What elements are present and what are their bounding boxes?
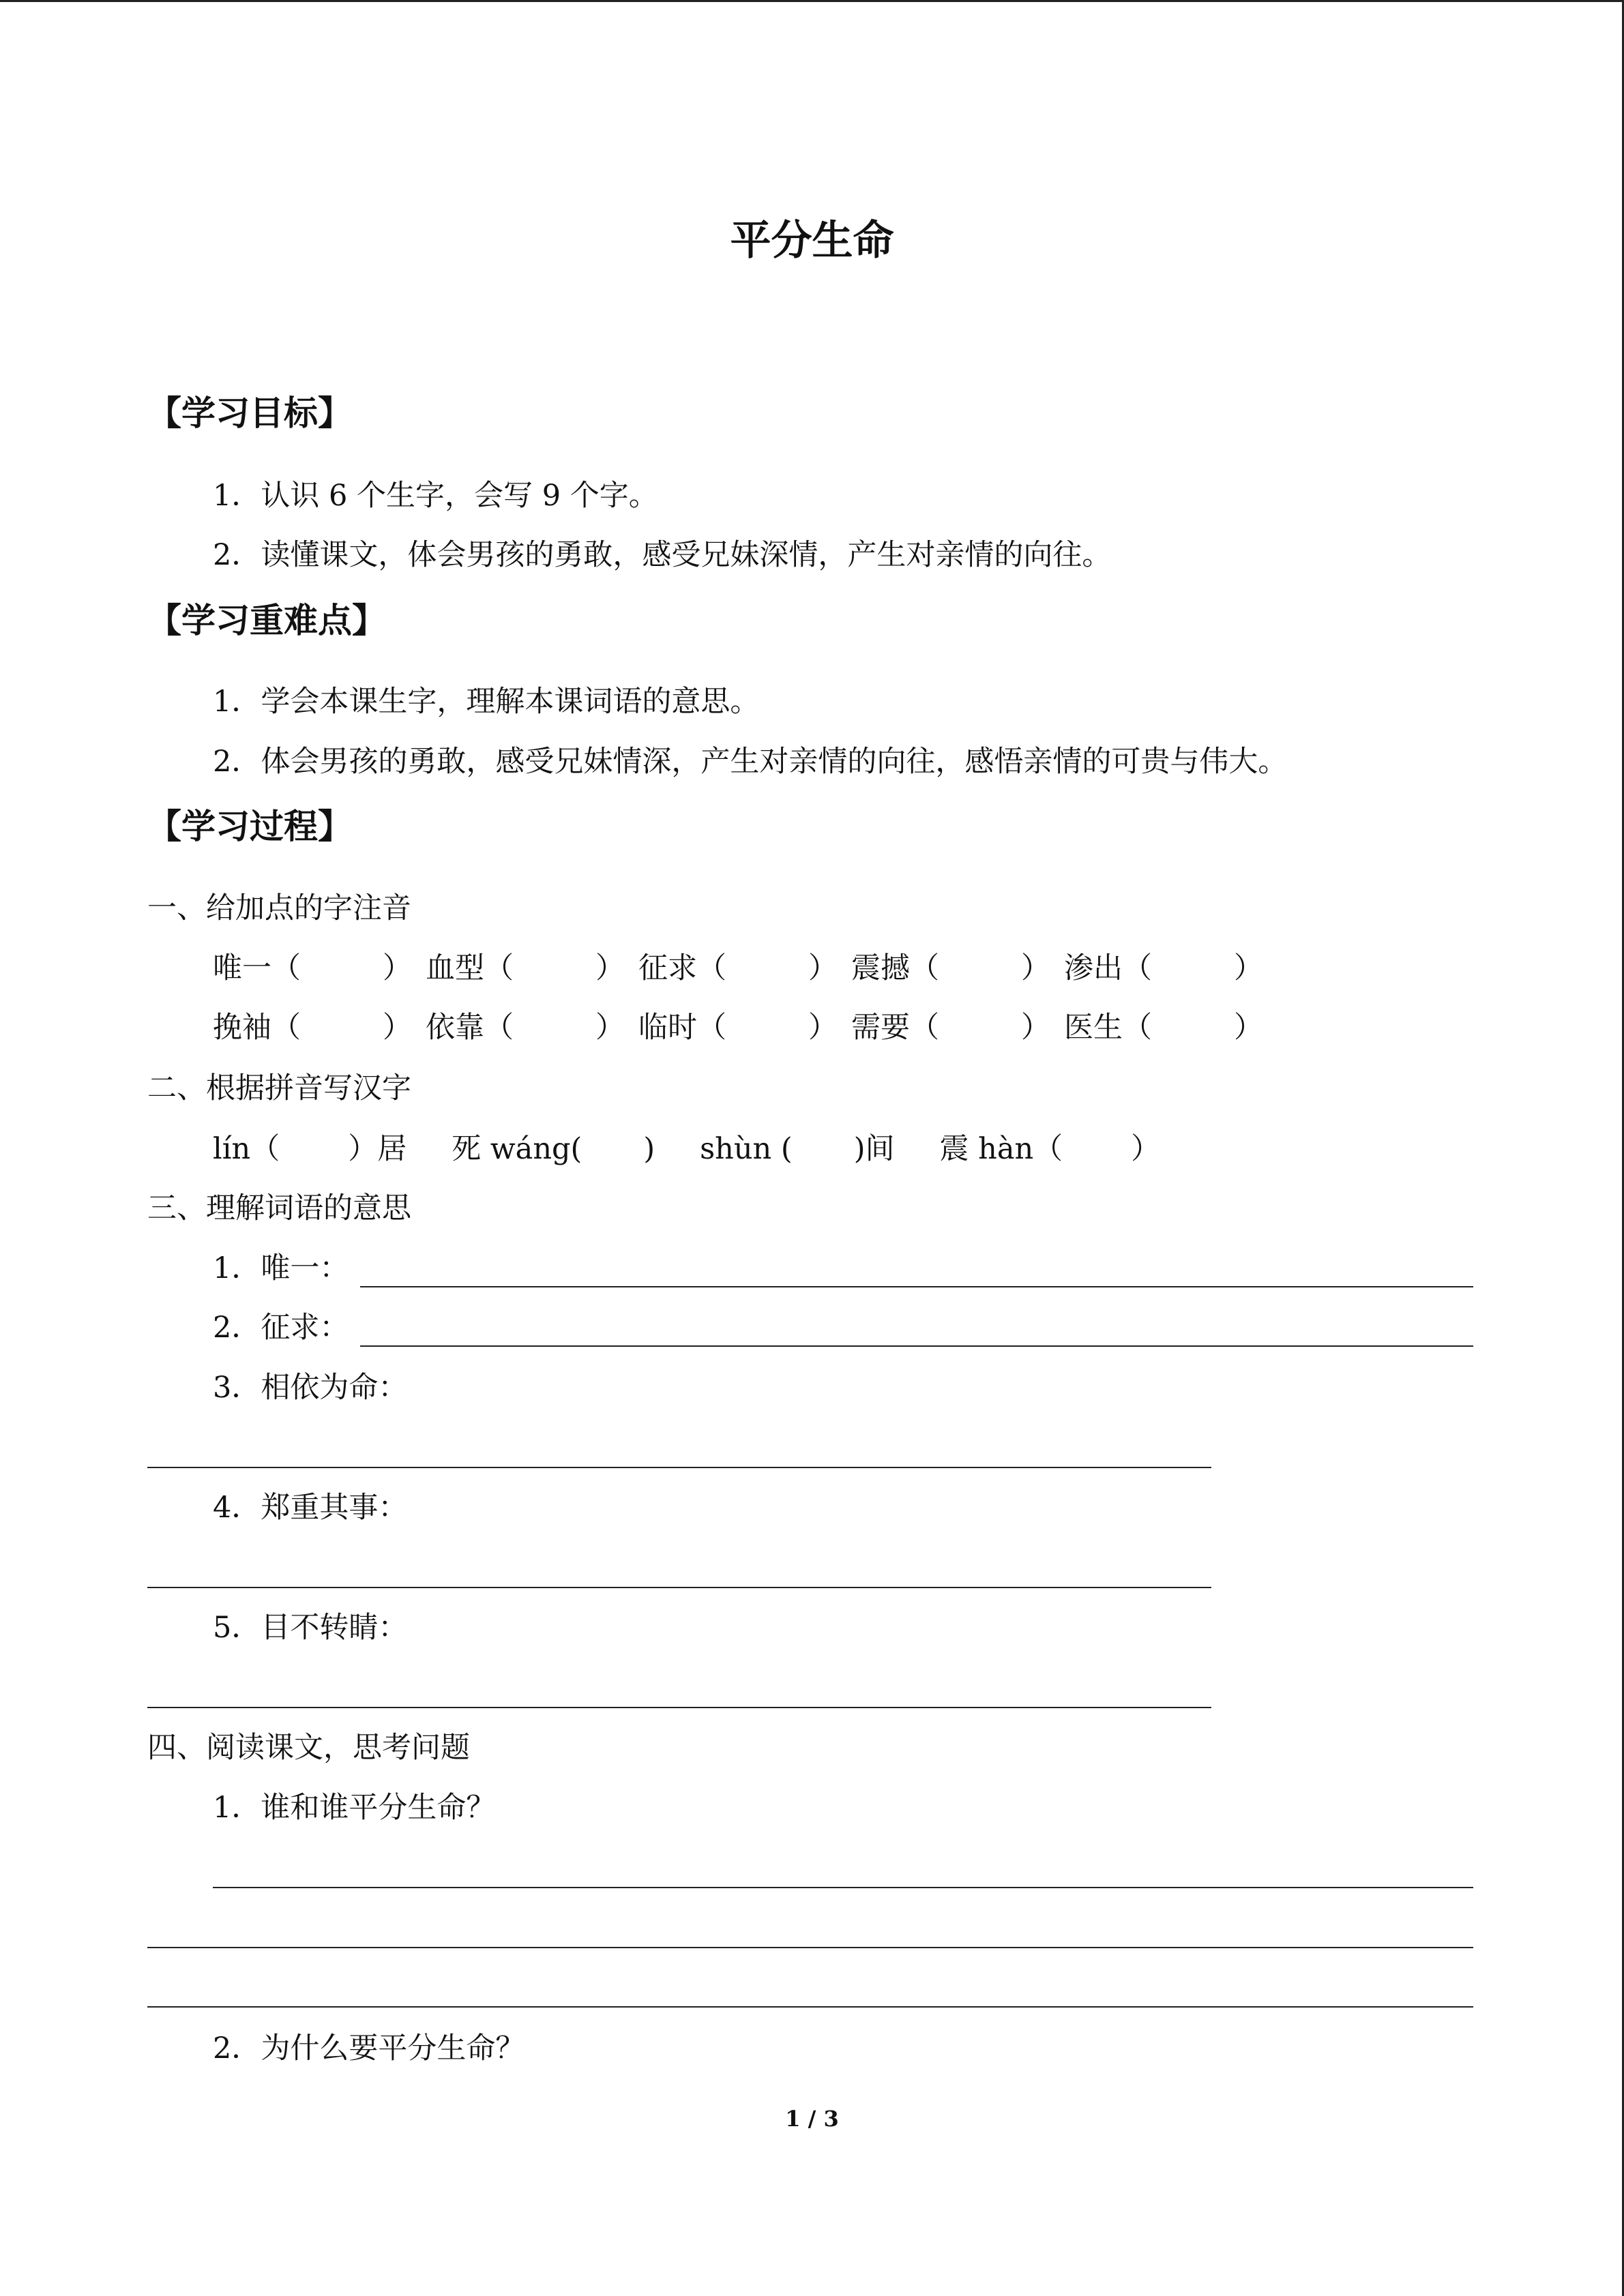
exercise2-row	[213, 1125, 1160, 1173]
word: 唯一	[213, 951, 271, 985]
exercise1-row-2	[213, 1004, 1277, 1052]
open-paren: （	[697, 1011, 726, 1045]
answer-line[interactable]	[147, 1587, 1211, 1588]
phonetic-item	[851, 944, 1064, 992]
exercise3-item-1: 1．唯一：	[213, 1251, 349, 1285]
pinyin-prefix: 死 wáng(	[452, 1132, 582, 1166]
word: 渗出	[1064, 951, 1123, 985]
answer-line[interactable]	[360, 1286, 1473, 1287]
answer-line[interactable]	[147, 1947, 1473, 1948]
close-paren: ）	[383, 1011, 412, 1045]
pinyin-suffix: ）居	[348, 1132, 407, 1166]
open-paren: （	[910, 1011, 939, 1045]
pinyin-item-wang	[452, 1132, 655, 1166]
page-indicator: 1 / 3	[785, 2106, 839, 2132]
word: 挽袖	[213, 1011, 271, 1045]
open-paren: （	[484, 1011, 514, 1045]
exercise4-title: 四、阅读课文，思考问题	[147, 1731, 470, 1765]
close-paren: ）	[1021, 1011, 1050, 1045]
answer-line[interactable]	[147, 1467, 1211, 1468]
answer-line[interactable]	[147, 2006, 1473, 2008]
open-paren: （	[271, 1011, 301, 1045]
key-point-item-2: 2．体会男孩的勇敢，感受兄妹情深，产生对亲情的向往，感悟亲情的可贵与伟大。	[213, 745, 1288, 779]
process-heading: 【学习过程】	[147, 807, 352, 846]
close-paren: ）	[808, 951, 838, 985]
exercise3-title: 三、理解词语的意思	[147, 1191, 411, 1225]
word: 震撼	[851, 951, 910, 985]
open-paren: （	[1123, 951, 1152, 985]
phonetic-item	[426, 944, 638, 992]
phonetic-item	[638, 1004, 851, 1052]
key-points-heading: 【学习重难点】	[147, 601, 386, 640]
open-paren: （	[910, 951, 939, 985]
pinyin-suffix: ）	[1131, 1132, 1161, 1166]
exercise3-item-5: 5．目不转睛：	[213, 1611, 408, 1645]
open-paren: （	[1123, 1011, 1152, 1045]
exercise2-title: 二、根据拼音写汉字	[147, 1071, 411, 1105]
phonetic-item	[213, 944, 426, 992]
pinyin-prefix: lín（	[213, 1132, 280, 1166]
phonetic-item	[1064, 944, 1277, 992]
phonetic-item	[638, 944, 851, 992]
pinyin-suffix: )	[643, 1132, 655, 1166]
exercise3-item-3: 3．相依为命：	[213, 1371, 408, 1405]
pinyin-item-lin	[213, 1132, 407, 1166]
close-paren: ）	[1021, 951, 1050, 985]
phonetic-item	[213, 1004, 426, 1052]
answer-line[interactable]	[147, 1707, 1211, 1708]
goal-item-1: 1．认识 6 个生字，会写 9 个字。	[213, 479, 658, 513]
close-paren: ）	[1234, 1011, 1263, 1045]
exercise1-title: 一、给加点的字注音	[147, 891, 411, 925]
answer-line[interactable]	[360, 1345, 1473, 1347]
exercise3-item-4: 4．郑重其事：	[213, 1491, 408, 1525]
word: 依靠	[426, 1011, 484, 1045]
word: 医生	[1064, 1011, 1123, 1045]
word: 临时	[638, 1011, 697, 1045]
word: 征求	[638, 951, 697, 985]
exercise3-item-2: 2．征求：	[213, 1311, 349, 1345]
close-paren: ）	[595, 951, 625, 985]
pinyin-item-shun	[700, 1132, 894, 1166]
close-paren: ）	[595, 1011, 625, 1045]
open-paren: （	[271, 951, 301, 985]
open-paren: （	[697, 951, 726, 985]
open-paren: （	[484, 951, 514, 985]
close-paren: ）	[1234, 951, 1263, 985]
exercise4-question-2: 2．为什么要平分生命？	[213, 2031, 525, 2066]
phonetic-item	[426, 1004, 638, 1052]
goal-item-2: 2．读懂课文，体会男孩的勇敢，感受兄妹深情，产生对亲情的向往。	[213, 538, 1112, 572]
phonetic-item	[1064, 1004, 1277, 1052]
pinyin-item-han	[939, 1132, 1160, 1166]
phonetic-item	[851, 1004, 1064, 1052]
key-point-item-1: 1．学会本课生字，理解本课词语的意思。	[213, 685, 760, 719]
answer-line[interactable]	[213, 1887, 1473, 1888]
pinyin-suffix: )间	[853, 1132, 895, 1166]
word: 血型	[426, 951, 484, 985]
exercise4-question-1: 1．谁和谁平分生命？	[213, 1791, 496, 1825]
exercise1-row-1	[213, 944, 1277, 992]
goals-heading: 【学习目标】	[147, 393, 352, 433]
close-paren: ）	[808, 1011, 838, 1045]
pinyin-prefix: 震 hàn（	[939, 1132, 1063, 1166]
close-paren: ）	[383, 951, 412, 985]
word: 需要	[851, 1011, 910, 1045]
pinyin-prefix: shùn (	[700, 1132, 793, 1166]
page-title: 平分生命	[730, 217, 894, 265]
